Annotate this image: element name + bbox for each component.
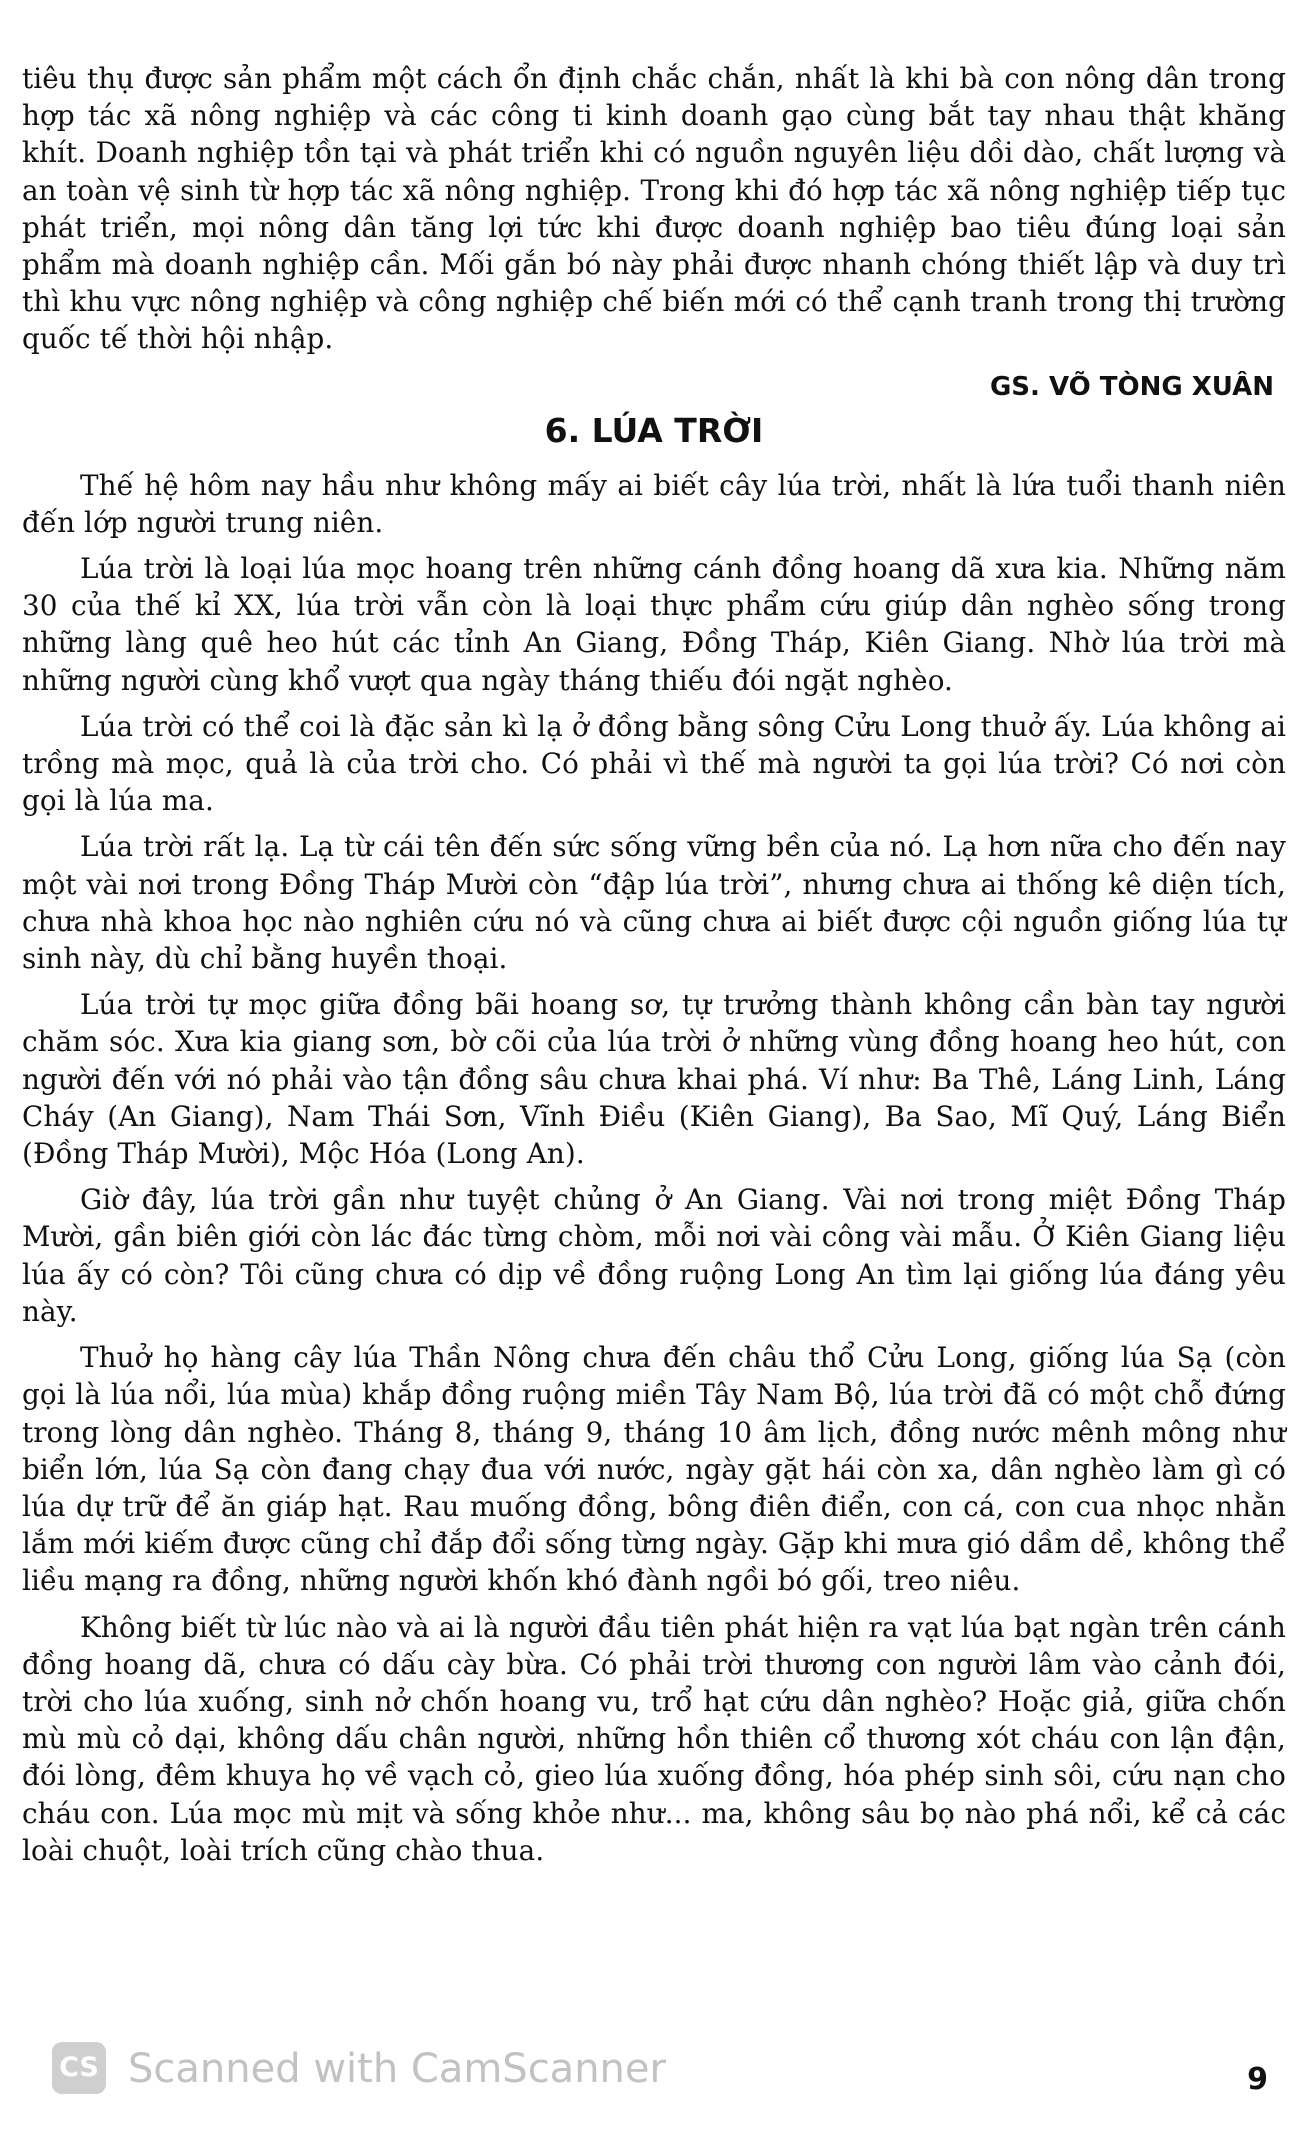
section-paragraph: Lúa trời là loại lúa mọc hoang trên những cánh đồng hoang dã xưa kia. Những năm 30 của thế kỉ XX, lúa trời vẫn còn là loại thực phẩm cứu giúp dân nghèo sống trong những làng quê heo hút các tỉnh An Giang, Đồng Tháp, Kiên Giang. Nhờ lúa trời mà những người cùng khổ vượt qua ngày tháng thiếu đói ngặt nghèo.: [22, 552, 1286, 697]
section-paragraph: Lúa trời tự mọc giữa đồng bãi hoang sơ, tự trưởng thành không cần bàn tay người chăm sóc. Xưa kia giang sơn, bờ cõi của lúa trời ở những vùng đồng hoang heo hút, con người đến với nó phải vào tận đồng sâu chưa khai phá. Ví như: Ba Thê, Láng Linh, Láng Cháy (An Giang), Nam Thái Sơn, Vĩnh Điều (Kiên Giang), Ba Sao, Mĩ Quý, Láng Biển (Đồng Tháp Mười), Mộc Hóa (Long An).: [22, 988, 1286, 1171]
page-number: 9: [1247, 2062, 1268, 2097]
section-title: 6. LÚA TRỜI: [544, 410, 764, 450]
watermark-text: Scanned with CamScanner: [128, 2046, 666, 2092]
section-paragraph: Giờ đây, lúa trời gần như tuyệt chủng ở An Giang. Vài nơi trong miệt Đồng Tháp Mười, gần biên giới còn lác đác từng chòm, mỗi nơi vài công vài mẫu. Ở Kiên Giang liệu lúa ấy có còn? Tôi cũng chưa có dịp về đồng ruộng Long An tìm lại giống lúa đáng yêu này.: [22, 1183, 1286, 1328]
section-paragraph: Thuở họ hàng cây lúa Thần Nông chưa đến châu thổ Cửu Long, giống lúa Sạ (còn gọi là lúa nổi, lúa mùa) khắp đồng ruộng miền Tây Nam Bộ, lúa trời đã có một chỗ đứng trong lòng dân nghèo. Tháng 8, tháng 9, tháng 10 âm lịch, đồng nước mênh mông như biển lớn, lúa Sạ còn đang chạy đua với nước, ngày gặt hái còn xa, dân nghèo làm gì có lúa dự trữ để ăn giáp hạt. Rau muống đồng, bông điên điển, con cá, con cua nhọc nhằn lắm mới kiếm được cũng chỉ đắp đổi sống từng ngày. Gặp khi mưa gió dầm dề, không thể liều mạng ra đồng, những người khốn khó đành ngồi bó gối, treo niêu.: [22, 1341, 1286, 1598]
section-paragraph: Không biết từ lúc nào và ai là người đầu tiên phát hiện ra vạt lúa bạt ngàn trên cánh đồng hoang dã, chưa có dấu cày bừa. Có phải trời thương con người lâm vào cảnh đói, trời cho lúa xuống, sinh nở chốn hoang vu, trổ hạt cứu dân nghèo? Hoặc giả, giữa chốn mù mù cỏ dại, không dấu chân người, những hồn thiên cổ thương xót cháu con lận đận, đói lòng, đêm khuya họ về vạch cỏ, gieo lúa xuống đồng, hóa phép sinh sôi, cứu nạn cho cháu con. Lúa mọc mù mịt và sống khỏe như... ma, không sâu bọ nào phá nổi, kể cả các loài chuột, loài trích cũng chào thua.: [22, 1610, 1286, 1867]
section-paragraph: Thế hệ hôm nay hầu như không mấy ai biết cây lúa trời, nhất là lứa tuổi thanh niên đến lớp người trung niên.: [22, 468, 1286, 539]
scanner-watermark: [52, 2040, 1262, 2100]
section-paragraph: Lúa trời rất lạ. Lạ từ cái tên đến sức sống vững bền của nó. Lạ hơn nữa cho đến nay một vài nơi trong Đồng Tháp Mười còn “đập lúa trời”, nhưng chưa ai thống kê diện tích, chưa nhà khoa học nào nghiên cứu nó và cũng chưa ai biết được cội nguồn giống lúa tự sinh này, dù chỉ bằng huyền thoại.: [22, 830, 1286, 976]
author-signature: GS. VÕ TÒNG XUÂN: [989, 371, 1274, 402]
page-content: [22, 60, 1286, 1878]
camscanner-logo-icon: CS: [52, 2042, 106, 2094]
section-paragraph: Lúa trời có thể coi là đặc sản kì lạ ở đồng bằng sông Cửu Long thuở ấy. Lúa không ai trồng mà mọc, quả là của trời cho. Có phải vì thế mà người ta gọi lúa trời? Có nơi còn gọi là lúa ma.: [22, 709, 1286, 818]
body-paragraph: tiêu thụ được sản phẩm một cách ổn định chắc chắn, nhất là khi bà con nông dân trong hợp tác xã nông nghiệp và các công ti kinh doanh gạo cùng bắt tay nhau thật khăng khít. Doanh nghiệp tồn tại và phát triển khi có nguồn nguyên liệu dồi dào, chất lượng và an toàn vệ sinh từ hợp tác xã nông nghiệp. Trong khi đó hợp tác xã nông nghiệp tiếp tục phát triển, mọi nông dân tăng lợi tức khi được doanh nghiệp bao tiêu đúng loại sản phẩm mà doanh nghiệp cần. Mối gắn bó này phải được nhanh chóng thiết lập và duy trì thì khu vực nông nghiệp và công nghiệp chế biến mới có thể cạnh tranh trong thị trường quốc tế thời hội nhập.: [22, 62, 1286, 356]
